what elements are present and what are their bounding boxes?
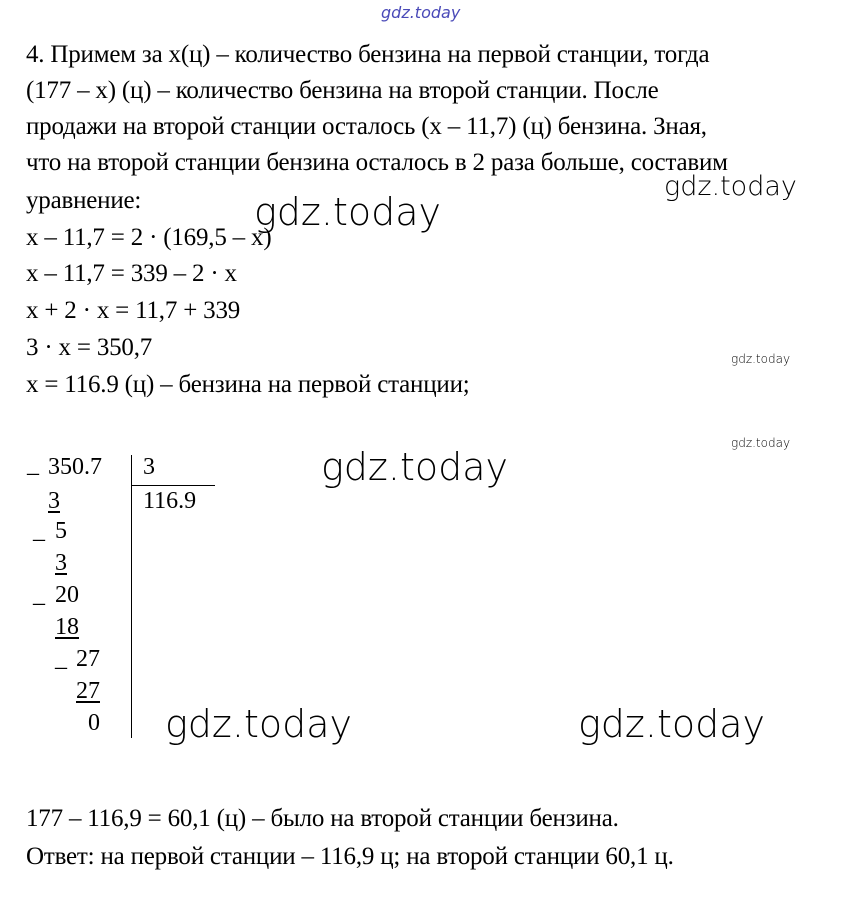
solution-line: уравнение: (26, 187, 142, 214)
minus-sign: _ (27, 452, 39, 478)
equation-line: x – 11,7 = 339 – 2 · x (26, 260, 237, 287)
dividend: 350.7 (48, 454, 102, 480)
division-step: 27 (76, 678, 100, 704)
solution-line: (177 – x) (ц) – количество бензина на второй станции. После (26, 77, 659, 104)
division-vertical-line (131, 455, 132, 738)
minus-sign: _ (33, 518, 45, 544)
watermark: gdz.today (664, 171, 797, 202)
watermark-small: gdz.today (731, 352, 791, 366)
equation-line: x + 2 · x = 11,7 + 339 (26, 297, 241, 324)
division-step: 3 (55, 550, 67, 576)
minus-sign: _ (55, 646, 67, 672)
division-step: 27 (76, 646, 100, 672)
watermark-top: gdz.today (381, 3, 461, 22)
solution-line: 4. Примем за x(ц) – количество бензина на первой станции, тогда (26, 41, 710, 68)
division-step: 18 (55, 614, 79, 640)
watermark: gdz.today (165, 702, 352, 746)
division-step: 0 (88, 710, 100, 736)
solution-line: что на второй станции бензина осталось в 2 раза больше, составим (26, 149, 728, 176)
answer-line: Ответ: на первой станции – 116,9 ц; на второй станции 60,1 ц. (26, 843, 674, 870)
watermark-small: gdz.today (731, 436, 791, 450)
divisor: 3 (143, 454, 155, 480)
equation-line: x – 11,7 = 2 · (169,5 – x) (26, 224, 272, 251)
division-step: 5 (55, 518, 67, 544)
watermark: gdz.today (578, 702, 765, 746)
equation-line: 3 · x = 350,7 (26, 334, 153, 361)
conclusion-line: 177 – 116,9 = 60,1 (ц) – было на второй станции бензина. (26, 805, 619, 832)
watermark: gdz.today (254, 190, 441, 234)
division-step: 20 (55, 582, 79, 608)
watermark: gdz.today (321, 445, 508, 489)
division-step: 3 (48, 488, 60, 514)
equation-line: x = 116.9 (ц) – бензина на первой станции; (26, 371, 470, 398)
minus-sign: _ (33, 582, 45, 608)
quotient: 116.9 (143, 488, 197, 514)
solution-line: продажи на второй станции осталось (x – 11,7) (ц) бензина. Зная, (26, 113, 707, 140)
